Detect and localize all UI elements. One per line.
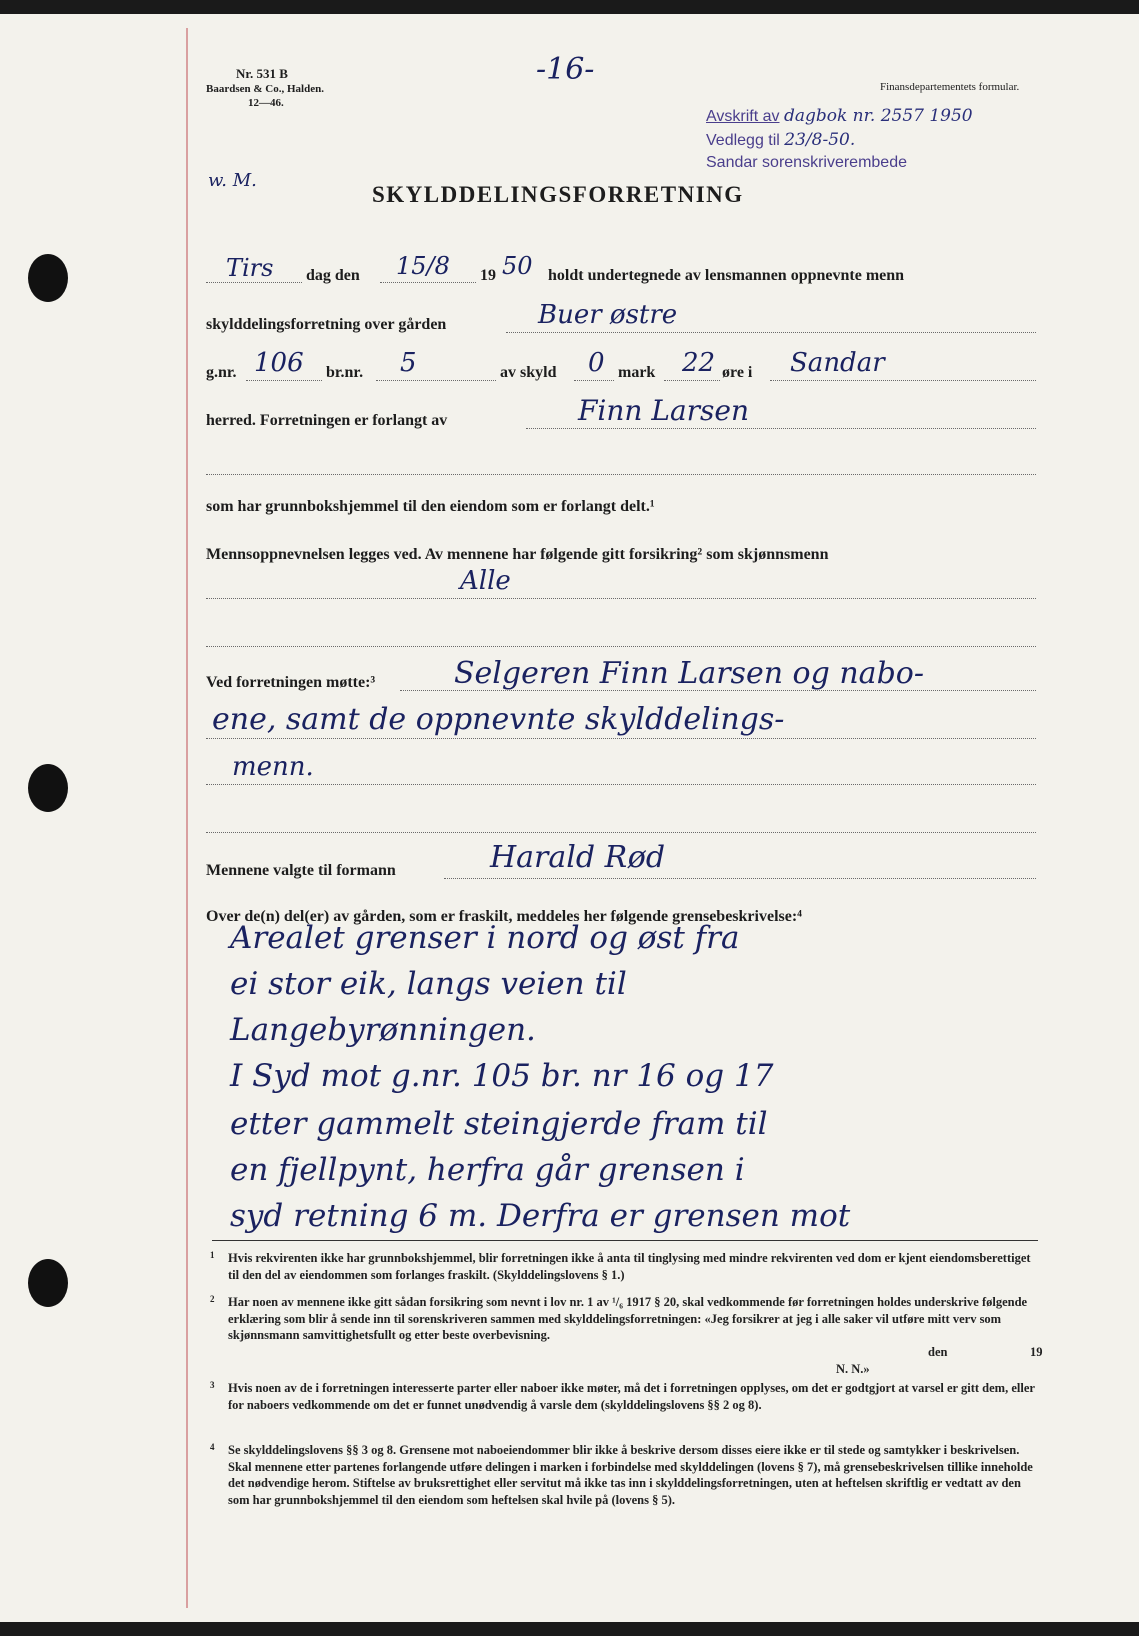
stamp-line-2 (706, 130, 855, 150)
mote-hand-3: menn. (232, 752, 314, 782)
footnote-1-number: 1 (210, 1250, 215, 1260)
gnr-hand: 106 (254, 348, 304, 378)
grense-hand-1: Arealet grenser i nord og øst fra (230, 920, 740, 956)
ore-hand: 22 (682, 348, 716, 378)
year-hand: 50 (502, 252, 533, 280)
forsikring-dots (206, 598, 1036, 599)
formann-hand: Harald Rød (490, 840, 666, 875)
requester-hand: Finn Larsen (578, 394, 749, 427)
punch-hole-middle (28, 764, 68, 812)
stamp-vedlegg-date: 23/8-50. (784, 130, 856, 150)
footnote-2-den: den (928, 1345, 948, 1359)
gnr-dots (246, 380, 322, 381)
footnote-4-number: 4 (210, 1442, 215, 1452)
footnote-3 (212, 1380, 1038, 1413)
stamp-avskrift: Avskrift av (706, 108, 780, 125)
grense-label: Over de(n) del(er) av gården, som er fraskilt, meddeles her følgende grensebeskrivelse:⁴ (206, 908, 802, 925)
date-dots (380, 282, 476, 283)
footnote-rule (212, 1240, 1038, 1241)
stamp-vedlegg: Vedlegg til (706, 132, 780, 149)
stamp-line-3: Sandar sorenskriverembede (706, 154, 907, 171)
date-hand: 15/8 (396, 252, 450, 280)
mote-dots-3 (206, 784, 1036, 785)
skyld-label: av skyld (500, 364, 557, 381)
brnr-hand: 5 (400, 348, 417, 378)
farm-hand: Buer østre (538, 300, 678, 330)
ore-label: øre i (722, 364, 753, 381)
mote-hand-2: ene, samt de oppnevnte skylddelings- (212, 702, 785, 737)
punch-hole-top (28, 254, 68, 302)
grense-hand-7: syd retning 6 m. Derfra er grensen mot (230, 1198, 851, 1234)
mark-hand: 0 (588, 348, 605, 378)
form-number: Nr. 531 B (236, 66, 288, 81)
grense-hand-2: ei stor eik, langs veien til (230, 966, 627, 1002)
formann-dots (444, 878, 1036, 879)
forsikring-text: Mennsoppnevnelsen legges ved. Av mennene har følgende gitt forsikring² som skjønnsmenn (206, 546, 829, 563)
herred-hand: Sandar (790, 348, 885, 378)
requester-label: herred. Forretningen er forlangt av (206, 412, 448, 429)
brnr-label: br.nr. (326, 364, 364, 381)
ministry-form: Finansdepartementets formular. (880, 81, 1020, 93)
mote-label: Ved forretningen møtte:³ (206, 674, 376, 691)
footnote-2 (210, 1294, 1043, 1376)
footnote-1-text: Hvis rekvirenten ikke har grunnbokshjemmel, blir forretningen ikke å anta til tinglysing med mindre rekvirenten ved dom er kjent eiendomsberettiget til den del av eiendommen som forlanges fraskilt. (Skylddelingslovens § 1.) (228, 1251, 1031, 1282)
initials: w. M. (208, 170, 257, 191)
line1-tail: holdt undertegnede av lensmannen oppnevnte menn (548, 267, 905, 284)
footnote-4 (212, 1442, 1038, 1508)
stamp-line-1 (706, 106, 973, 126)
print-date: 12—46. (248, 97, 284, 109)
mote-dots-2 (206, 738, 1036, 739)
grense-hand-3: Langebyrønningen. (230, 1012, 536, 1048)
blank-dots-1 (206, 474, 1036, 475)
formann-label: Mennene valgte til formann (206, 862, 396, 879)
footnote-3-number: 3 (210, 1380, 215, 1390)
document-title: SKYLDDELINGSFORRETNING (372, 182, 744, 207)
herred-dots (770, 380, 1036, 381)
printer-name: Baardsen & Co., Halden. (206, 83, 324, 95)
footnote-1 (212, 1250, 1038, 1283)
day-dots (206, 282, 302, 283)
grense-hand-5: etter gammelt steingjerde fram til (230, 1106, 768, 1142)
margin-line (186, 28, 188, 1608)
stamp-dagbok: dagbok nr. 2557 1950 (783, 106, 973, 126)
blank-dots-2 (206, 646, 1036, 647)
mark-dots (574, 380, 614, 381)
forsikring-hand: Alle (460, 566, 511, 596)
ore-dots (664, 380, 720, 381)
year-prefix: 19 (480, 267, 496, 284)
farm-dots (506, 332, 1036, 333)
mark-label: mark (618, 364, 656, 381)
day-hand: Tirs (226, 254, 274, 282)
requester-dots (526, 428, 1036, 429)
footnote-2-year: 19 (1030, 1345, 1043, 1359)
grunnbok-text: som har grunnbokshjemmel til den eiendom som er forlangt delt.¹ (206, 498, 655, 515)
mote-hand-1: Selgeren Finn Larsen og nabo- (454, 656, 924, 691)
blank-dots-3 (206, 832, 1036, 833)
brnr-dots (376, 380, 496, 381)
grense-hand-4: I Syd mot g.nr. 105 br. nr 16 og 17 (230, 1058, 774, 1094)
punch-hole-bottom (28, 1259, 68, 1307)
footnote-2-text: Har noen av mennene ikke gitt sådan forsikring som nevnt i lov nr. 1 av ¹/₆ 1917 § 20, skal vedkommende før forretningen holdes underskrive følgende erklæring som blir å sende inn til sorenskriveren sammen med skylddelingsforretningen: «Jeg forsikrer at jeg i alle saker vil utføre mitt verv som skjønnsmann samvittighetsfullt og etter beste overbevisning. (228, 1295, 1028, 1342)
gnr-label: g.nr. (206, 364, 237, 381)
footnote-3-text: Hvis noen av de i forretningen interesserte parter eller naboer ikke møter, må det i forretningen opplyses, om det er godtgjort at varsel er gitt dem, eller for naboers vedkommende om det er funnet unødvendig å varsle dem (skylddelingslovens §§ 2 og 8). (228, 1381, 1035, 1412)
footnote-2-sign: N. N.» (836, 1362, 870, 1376)
farm-label: skylddelingsforretning over gården (206, 316, 447, 333)
document-page (0, 14, 1139, 1622)
dag-den-label: dag den (306, 267, 360, 284)
footnote-4-text: Se skylddelingslovens §§ 3 og 8. Grensene mot naboeiendommer blir ikke å beskrive dersom disses eiere ikke er til stede og samtykker i beskrivelsen. Skal mennene etter partenes forlangende utføre delingen i marken i forbindelse med skylddelingen (lovens § 7), må grensebeskrivelsen tillike inneholde det nødvendige herom. Stiftelse av bruksrettighet eller servitut må ikke tas inn i skylddelingsforretningen, uten at heftelsen skriftlig er vedtatt av den som har grunnbokshjemmel til den eiendom som heftelsen skal hvile på (lovens § 5). (228, 1443, 1033, 1507)
page-number: -16- (536, 52, 595, 87)
footnote-2-number: 2 (210, 1294, 215, 1304)
grense-hand-6: en fjellpynt, herfra går grensen i (230, 1152, 745, 1188)
